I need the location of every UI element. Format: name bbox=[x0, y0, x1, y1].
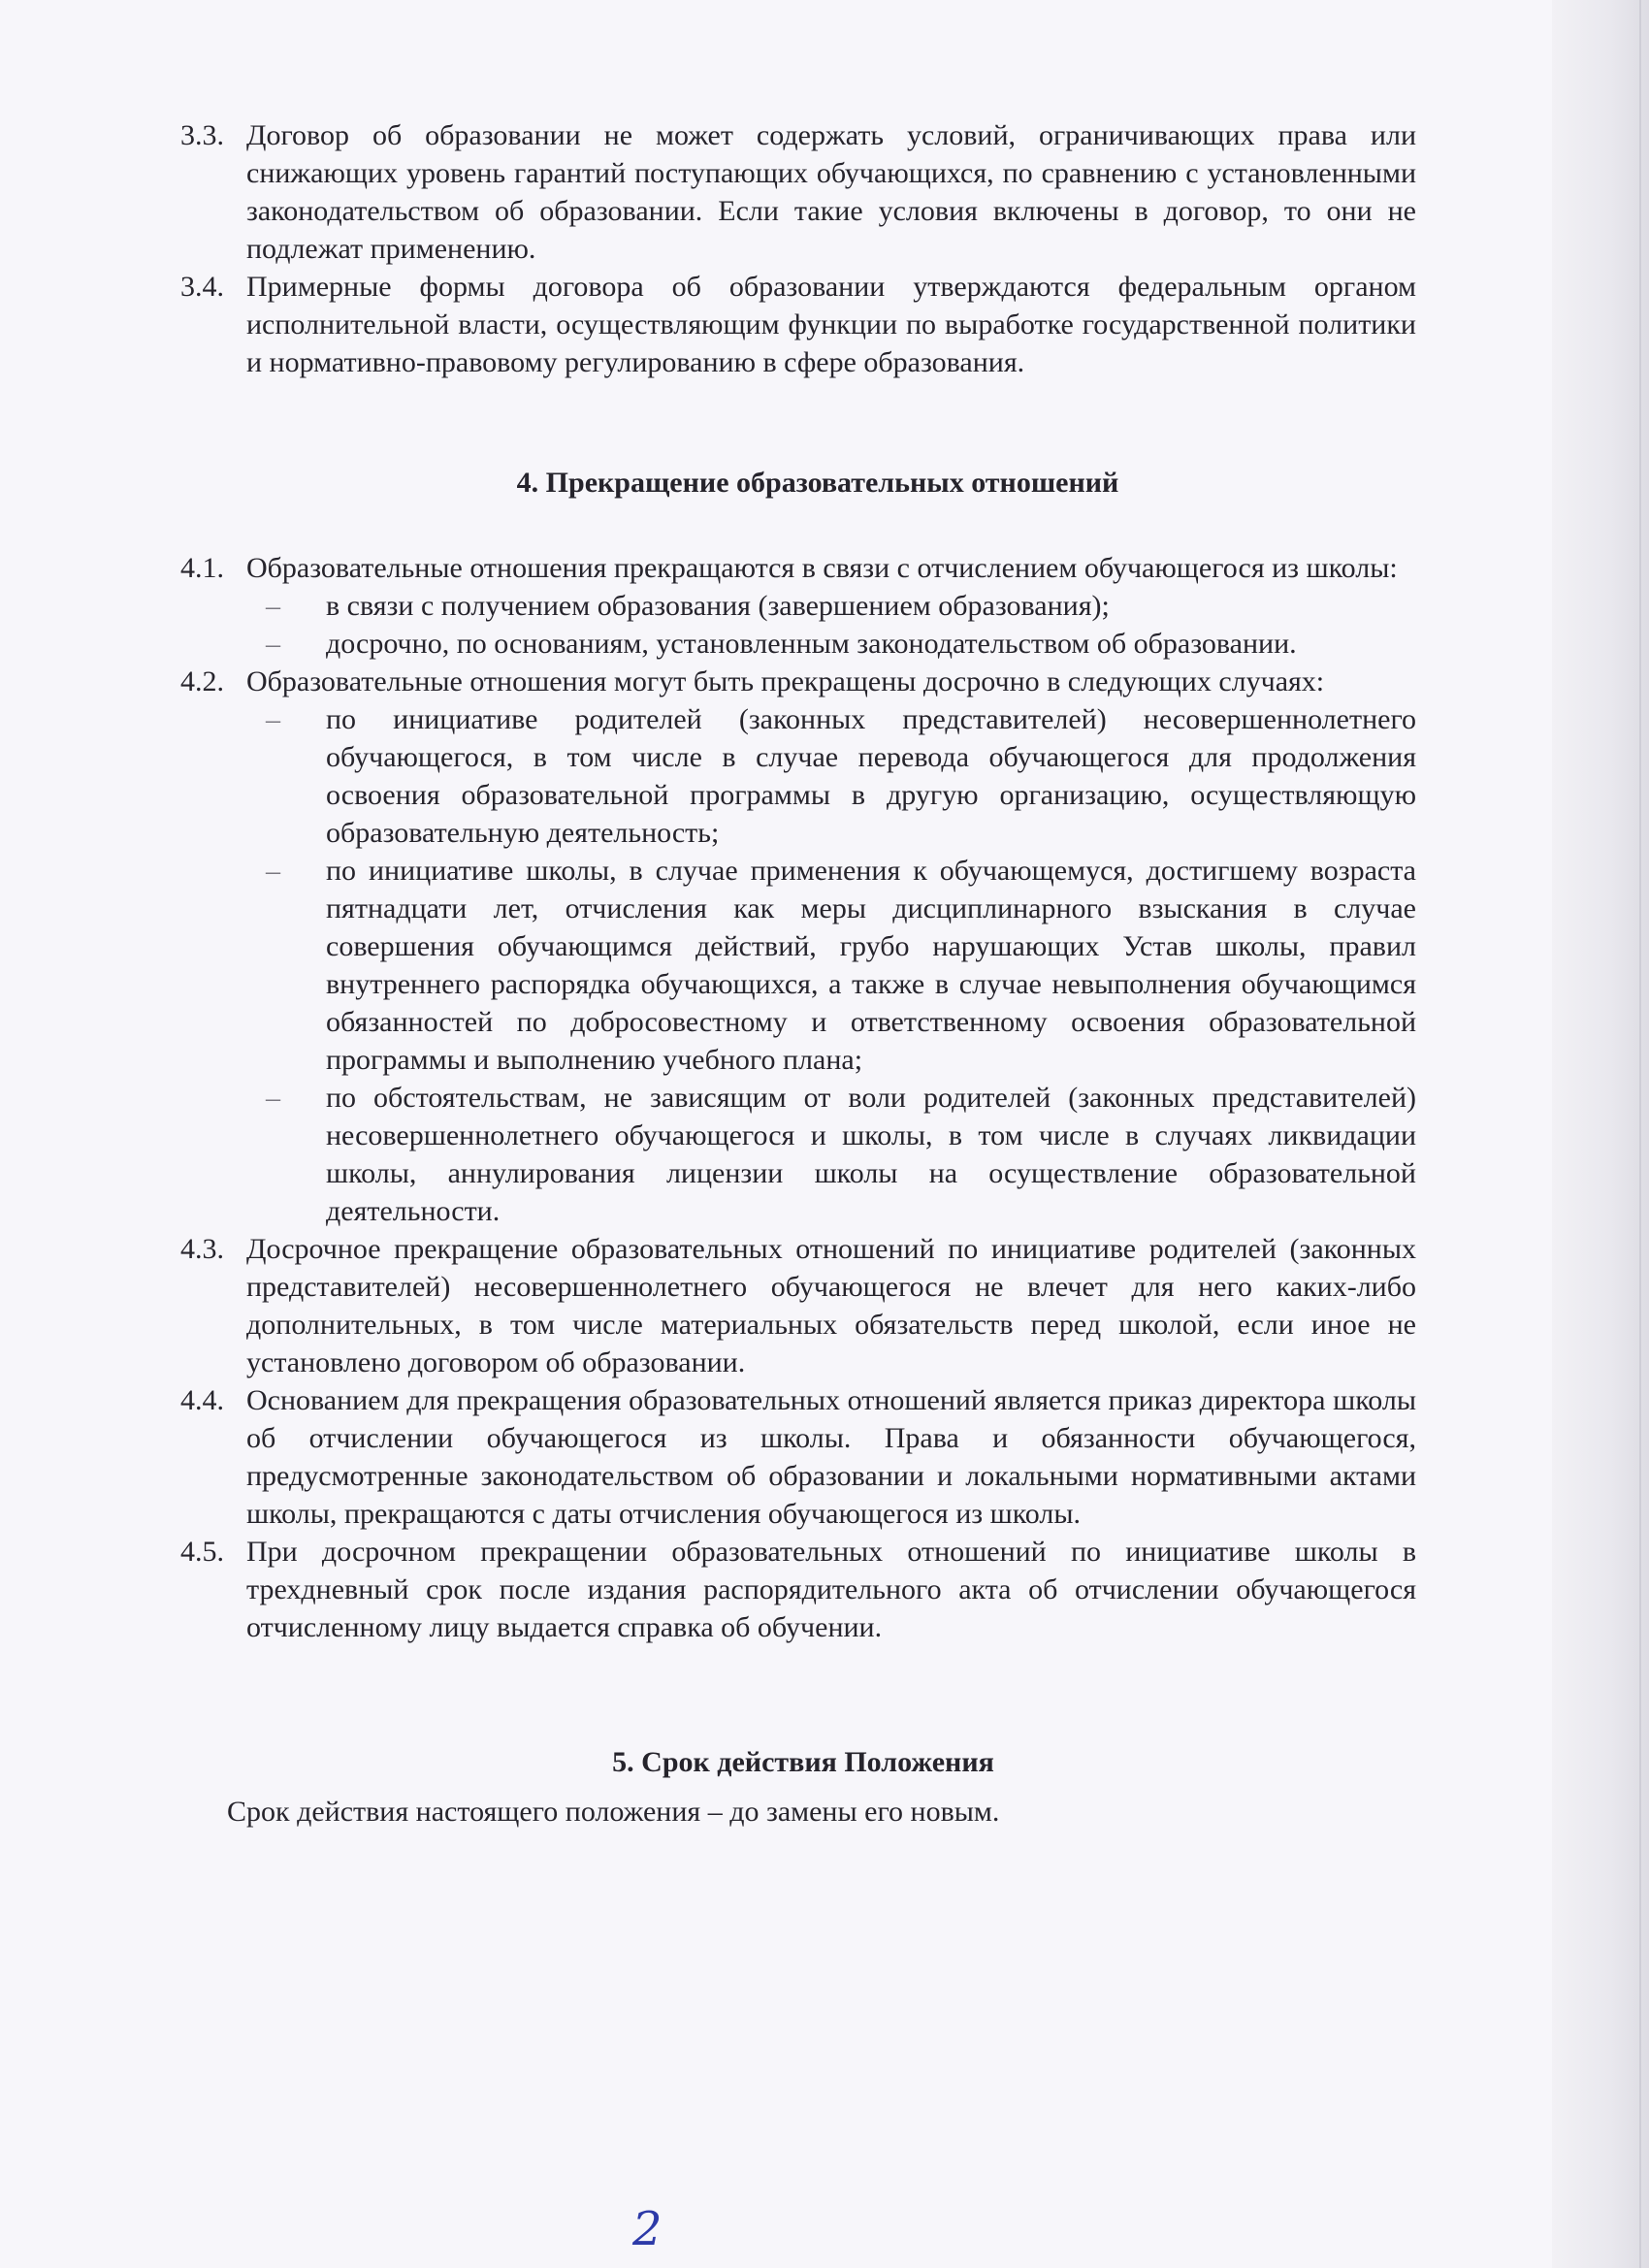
clause-number: 4.2. bbox=[180, 665, 224, 697]
handwritten-page-number: 2 bbox=[632, 2202, 663, 2256]
list-item-text: по обстоятельствам, не зависящим от воли родителей (законных представителей) несовершеннолетнего обучающегося и школы, в том числе в случаях ликвидации школы, аннулирования лицензии школы на осуществление образовательной деятельности. bbox=[326, 1082, 1416, 1227]
dash-bullet: – bbox=[266, 703, 280, 735]
clause-3-4 bbox=[180, 268, 1416, 381]
list-item-text: досрочно, по основаниям, установленным законодательством об образовании. bbox=[326, 628, 1297, 660]
clause-text: Образовательные отношения могут быть прекращены досрочно в следующих случаях: bbox=[246, 665, 1325, 697]
clause-number: 3.3. bbox=[180, 119, 224, 151]
dash-bullet: – bbox=[266, 628, 280, 660]
dash-bullet: – bbox=[266, 1082, 280, 1114]
clause-3-3 bbox=[180, 116, 1416, 268]
clause-number: 4.1. bbox=[180, 552, 224, 584]
clause-number: 4.3. bbox=[180, 1233, 224, 1265]
clause-text: Основанием для прекращения образовательных отношений является приказ директора школы об отчислении обучающегося из школы. Права и обязанности обучающегося, предусмотренные законодательством об образовании и локальными нормативными актами школы, прекращаются с даты отчисления обучающегося из школы. bbox=[246, 1384, 1416, 1530]
clause-text: Договор об образовании не может содержать условий, ограничивающих права или снижающих уровень гарантий поступающих обучающихся, по сравнению с установленными законодательством об образовании. Если такие условия включены в договор, то они не подлежат применению. bbox=[246, 119, 1416, 265]
clause-text: Досрочное прекращение образовательных отношений по инициативе родителей (законных представителей) несовершеннолетнего обучающегося не влечет для него каких-либо дополнительных, в том числе материальных обязательств перед школой, если иное не установлено договором об образовании. bbox=[246, 1233, 1416, 1378]
list-item bbox=[258, 587, 1416, 625]
clause-number: 4.5. bbox=[180, 1536, 224, 1568]
page-edge-line bbox=[1639, 0, 1641, 2268]
clause-4-4 bbox=[180, 1381, 1416, 1533]
section-5-heading: 5. Срок действия Положения bbox=[612, 1746, 994, 1778]
section-4-heading: 4. Прекращение образовательных отношений bbox=[516, 467, 1119, 499]
list-item bbox=[258, 700, 1416, 852]
clause-number: 4.4. bbox=[180, 1384, 224, 1416]
dash-bullet: – bbox=[266, 855, 280, 887]
clause-text: Образовательные отношения прекращаются в связи с отчислением обучающегося из школы: bbox=[246, 552, 1398, 584]
list-item bbox=[258, 625, 1416, 663]
dash-bullet: – bbox=[266, 590, 280, 622]
clause-4-2 bbox=[180, 663, 1416, 700]
clause-4-5 bbox=[180, 1533, 1416, 1646]
clause-text: Примерные формы договора об образовании утверждаются федеральным органом исполнительной власти, осуществляющим функции по выработке государственной политики и нормативно-правовому регулированию в сфере образования. bbox=[246, 271, 1416, 378]
document-body bbox=[180, 116, 1416, 1831]
clause-4-1 bbox=[180, 549, 1416, 587]
validity-statement: Срок действия настоящего положения – до замены его новым. bbox=[227, 1796, 1000, 1828]
clause-4-3 bbox=[180, 1230, 1416, 1381]
list-item-text: в связи с получением образования (завершением образования); bbox=[326, 590, 1110, 622]
page-edge bbox=[1552, 0, 1649, 2268]
clause-number: 3.4. bbox=[180, 271, 224, 303]
list-item bbox=[258, 1079, 1416, 1230]
list-item bbox=[258, 852, 1416, 1079]
list-item-text: по инициативе школы, в случае применения к обучающемуся, достигшему возраста пятнадцати лет, отчисления как меры дисциплинарного взыскания в случае совершения обучающимся действий, грубо нарушающих Устав школы, правил внутреннего распорядка обучающихся, а также в случае невыполнения обучающимся обязанностей по добросовестному и ответственному освоения образовательной программы и выполнению учебного плана; bbox=[326, 855, 1416, 1076]
clause-text: При досрочном прекращении образовательных отношений по инициативе школы в трехдневный срок после издания распорядительного акта об отчислении обучающегося отчисленному лицу выдается справка об обучении. bbox=[246, 1536, 1416, 1643]
list-item-text: по инициативе родителей (законных представителей) несовершеннолетнего обучающегося, в том числе в случае перевода обучающегося для продолжения освоения образовательной программы в другую организацию, осуществляющую образовательную деятельность; bbox=[326, 703, 1416, 849]
